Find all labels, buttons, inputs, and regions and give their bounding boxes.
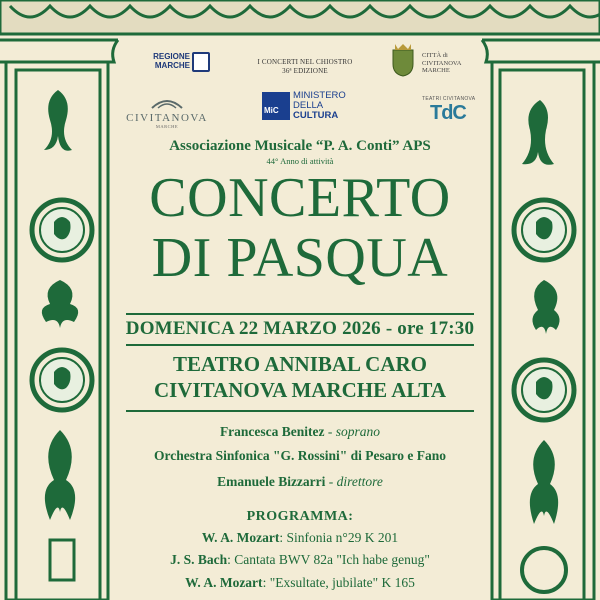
concerti-chiostro-label (240, 58, 370, 76)
title-line2: DI PASQUA (151, 227, 449, 289)
civitanova-sub: MARCHE (155, 124, 179, 129)
title-line1: CONCERTO (149, 167, 451, 229)
civitanova-logo (124, 94, 210, 130)
ministero-line2: DELLA (293, 100, 324, 111)
concerti-chiostro-line1: I CONCERTI NEL CHIOSTRO (257, 58, 353, 66)
program-composer: J. S. Bach (170, 552, 228, 567)
ministero-line3: CULTURA (293, 110, 339, 121)
performer-orchestra (110, 448, 490, 464)
comune-crest-icon (390, 42, 416, 78)
comune-line2: CIVITANOVA (422, 59, 462, 67)
program-composer: W. A. Mozart (185, 575, 263, 590)
performer-name: Orchestra Sinfonica "G. Rossini" di Pesaro e Fano (154, 448, 446, 463)
performer-role: - soprano (324, 424, 381, 439)
program-item (120, 575, 480, 591)
regione-label: REGIONE MARCHE (153, 52, 190, 70)
comune-line1: CITTÀ di (422, 52, 448, 59)
venue-line2: CIVITANOVA MARCHE ALTA (153, 378, 447, 402)
performer-role: - direttore (325, 474, 383, 489)
regione-marche-logo (152, 50, 222, 84)
teatri-civitanova-logo (422, 96, 482, 126)
program-work: : "Exsultate, jubilate" K 165 (262, 575, 415, 590)
divider-middle (126, 344, 474, 346)
program-item (120, 530, 480, 546)
program-work: : Cantata BWV 82a "Ich habe genug" (227, 552, 430, 567)
performer-soprano (120, 424, 480, 440)
program-item (120, 552, 480, 568)
program-composer: W. A. Mozart (201, 530, 280, 545)
performer-name: Francesca Benitez (219, 424, 325, 439)
performer-name: Emanuele Bizzarri (217, 474, 326, 489)
anniversary-text: 44° Anno di attività (266, 156, 334, 166)
mic-badge-text: MiC (264, 106, 279, 115)
civitanova-arc-icon (150, 94, 184, 110)
concerti-chiostro-line2: 36ª EDIZIONE (282, 67, 328, 75)
comune-logo (386, 42, 466, 82)
ministero-line1: MINISTERO (293, 90, 346, 101)
ministero-cultura-logo (262, 90, 362, 122)
teatri-mark: TdC (430, 102, 466, 124)
teatri-label: TEATRI CIVITANOVA (422, 96, 476, 102)
divider-bottom (126, 410, 474, 412)
comune-line3: MARCHE (422, 67, 450, 74)
performer-director (120, 474, 480, 490)
association-name: Associazione Musicale “P. A. Conti” APS (169, 138, 431, 154)
regione-mark-icon (192, 52, 210, 72)
civitanova-label: CIVITANOVA (126, 112, 208, 124)
program-work: : Sinfonia n°29 K 201 (279, 530, 399, 545)
venue-line1: TEATRO ANNIBAL CARO (173, 352, 427, 376)
divider-top (126, 313, 474, 315)
program-heading: PROGRAMMA: (246, 509, 354, 524)
event-date: DOMENICA 22 MARZO 2026 - ore 17:30 (125, 318, 475, 339)
